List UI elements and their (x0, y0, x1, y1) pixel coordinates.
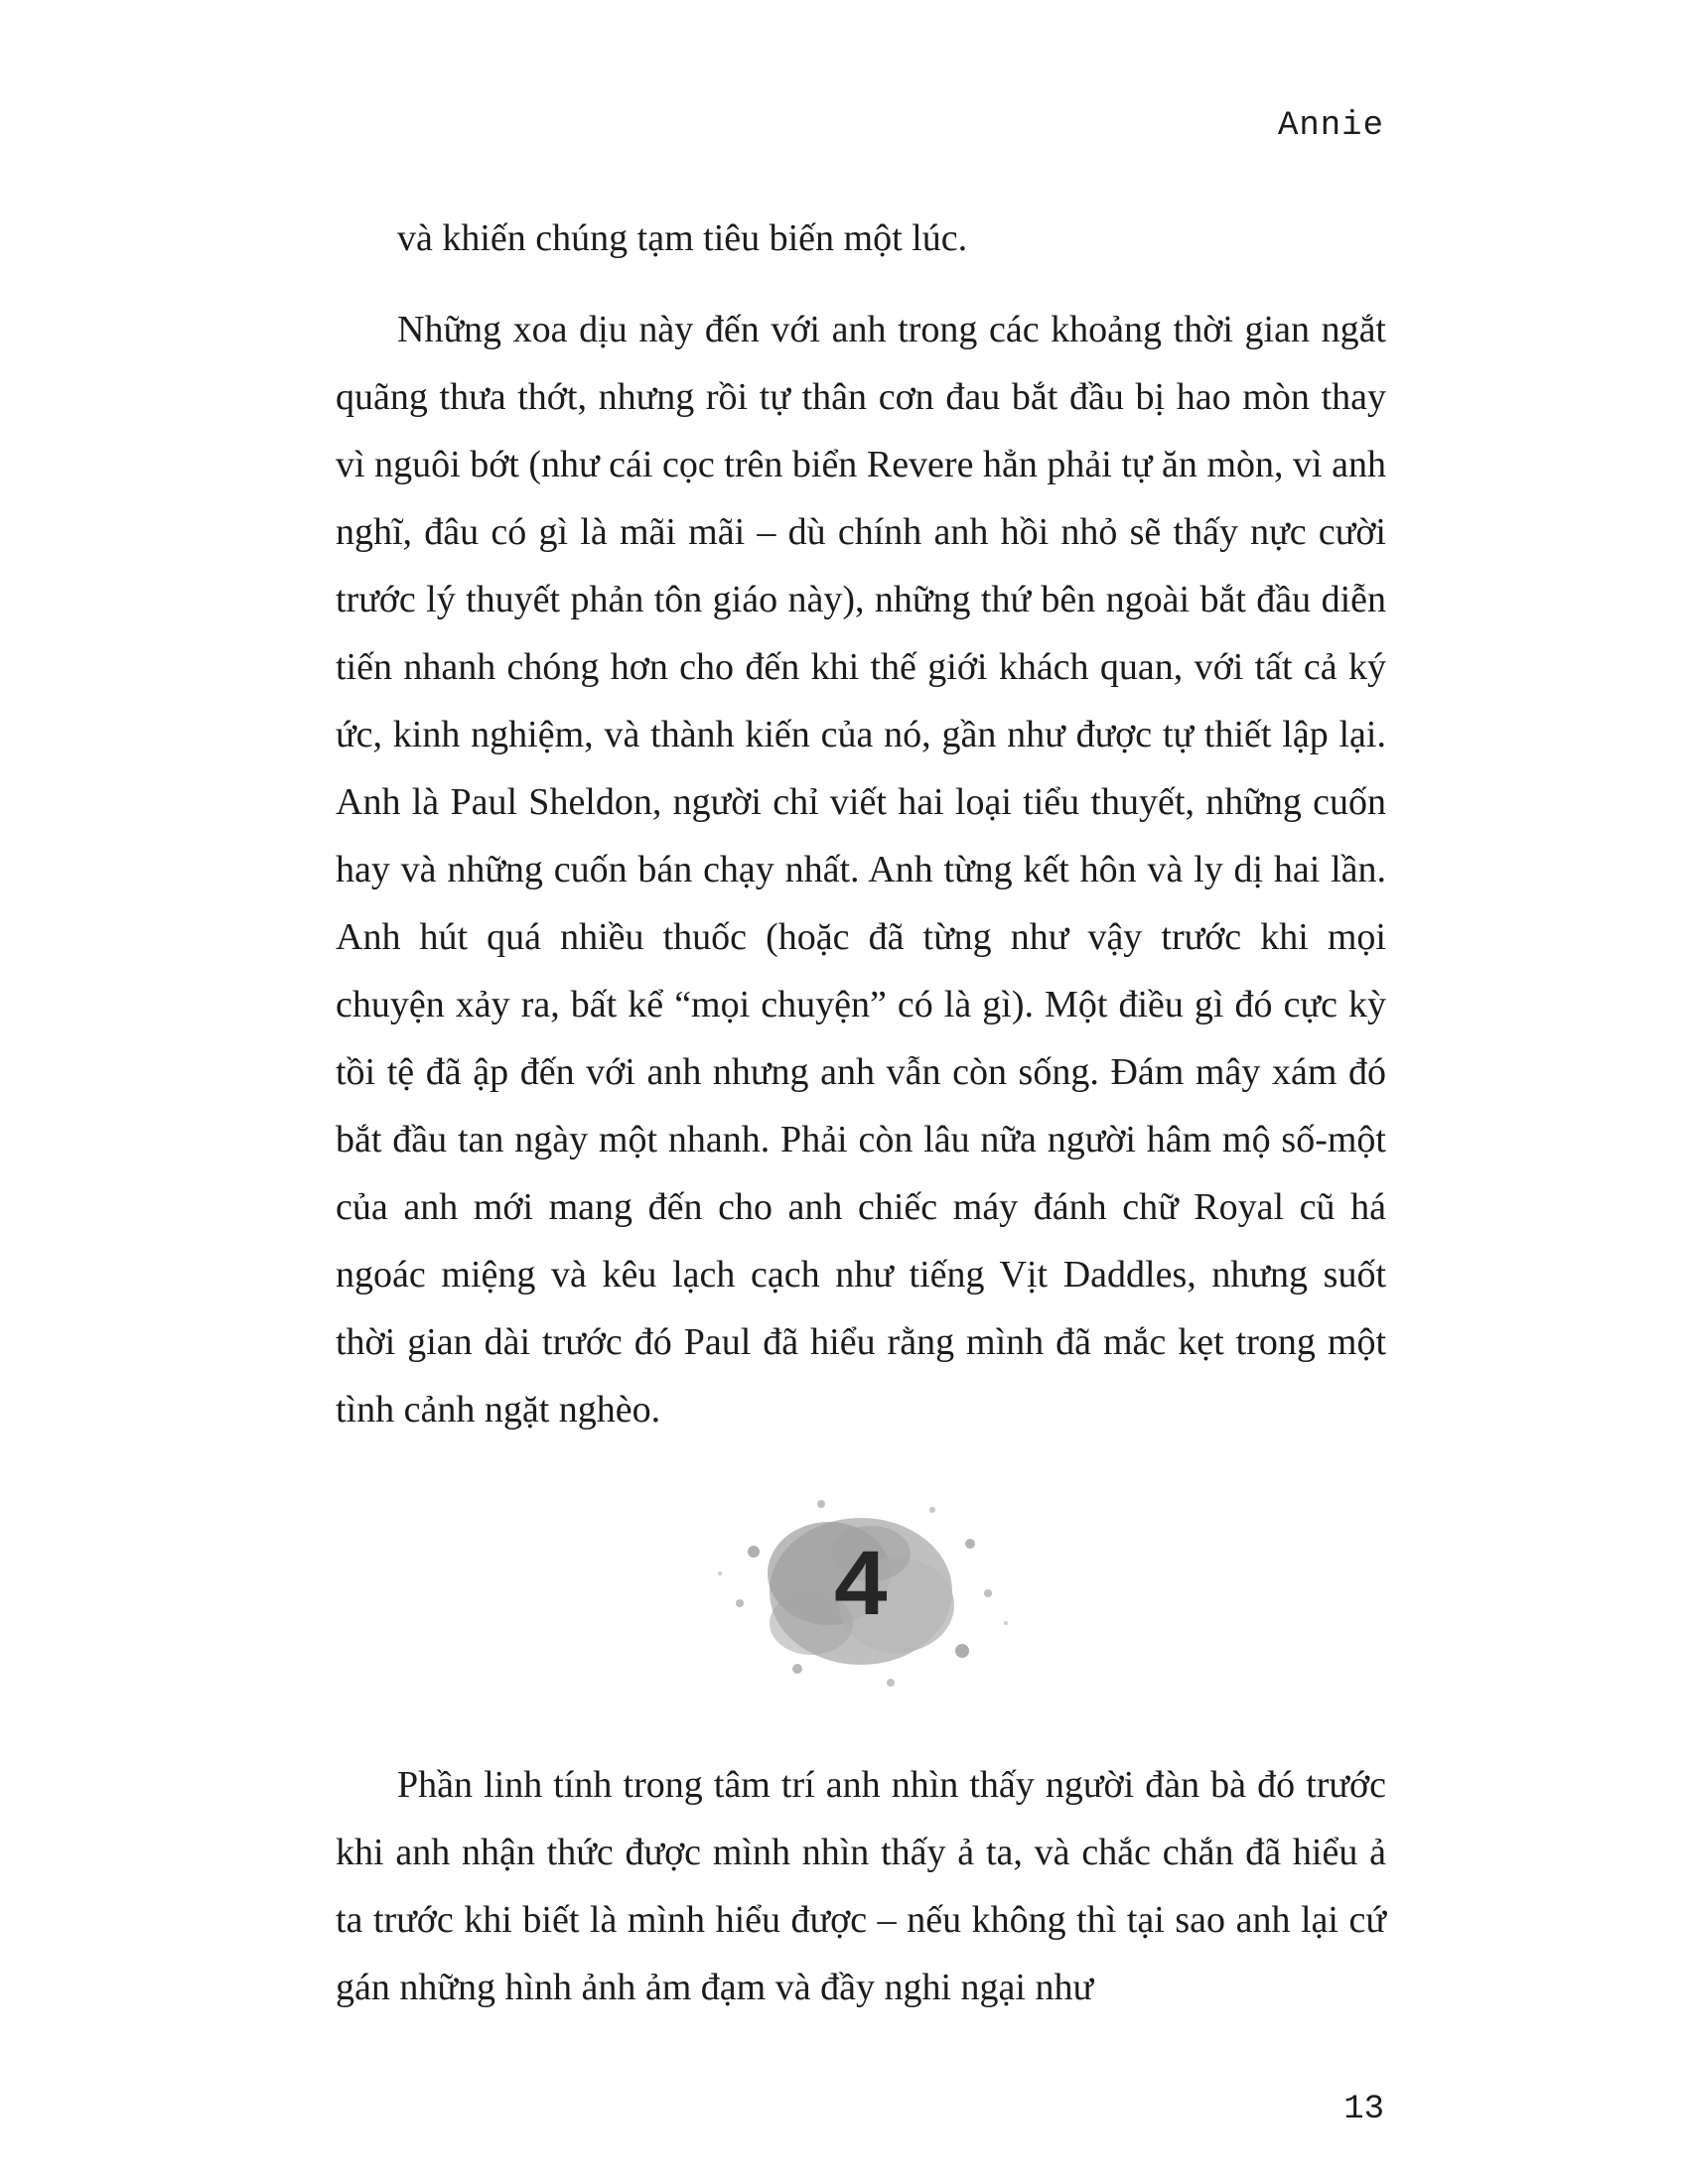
paragraph: Phần linh tính trong tâm trí anh nhìn thấy người đàn bà đó trước khi anh nhận thức được mình nhìn thấy ả ta, và chắc chắn đã hiểu ả ta trước khi biết là mình hiểu được – nếu không thì tại sao anh lại cứ gán những hình ảnh ảm đạm và đầy nghi ngại như (336, 1764, 1386, 2008)
text-block (336, 205, 1386, 2045)
paragraph: Những xoa dịu này đến với anh trong các khoảng thời gian ngắt quãng thưa thớt, nhưng rồi tự thân cơn đau bắt đầu bị hao mòn thay vì nguôi bớt (như cái cọc trên biển Revere hẳn phải tự ăn mòn, vì anh nghĩ, đâu có gì là mãi mãi – dù chính anh hồi nhỏ sẽ thấy nực cười trước lý thuyết phản tôn giáo này), những thứ bên ngoài bắt đầu diễn tiến nhanh chóng hơn cho đến khi thế giới khách quan, với tất cả ký ức, kinh nghiệm, và thành kiến của nó, gần như được tự thiết lập lại. Anh là Paul Sheldon, người chỉ viết hai loại tiểu thuyết, những cuốn hay và những cuốn bán chạy nhất. Anh từng kết hôn và ly dị hai lần. Anh hút quá nhiều thuốc (hoặc đã từng như vậy trước khi mọi chuyện xảy ra, bất kể “mọi chuyện” có là gì). Một điều gì đó cực kỳ tồi tệ đã ập đến với anh nhưng anh vẫn còn sống. Đám mây xám đó bắt đầu tan ngày một nhanh. Phải còn lâu nữa người hâm mộ số-một của anh mới mang đến cho anh chiếc máy đánh chữ Royal cũ há ngoác miệng và kêu lạch cạch như tiếng Vịt Daddles, nhưng suốt thời gian dài trước đó Paul đã hiểu rằng mình đã mắc kẹt trong một tình cảnh ngặt nghèo. (336, 309, 1386, 1431)
paragraph-continuation: và khiến chúng tạm tiêu biến một lúc. (397, 217, 968, 259)
chapter-break (336, 1469, 1386, 1717)
chapter-number: 4 (832, 1535, 890, 1644)
running-header: Annie (1277, 107, 1384, 145)
page-number: 13 (1343, 2091, 1384, 2128)
